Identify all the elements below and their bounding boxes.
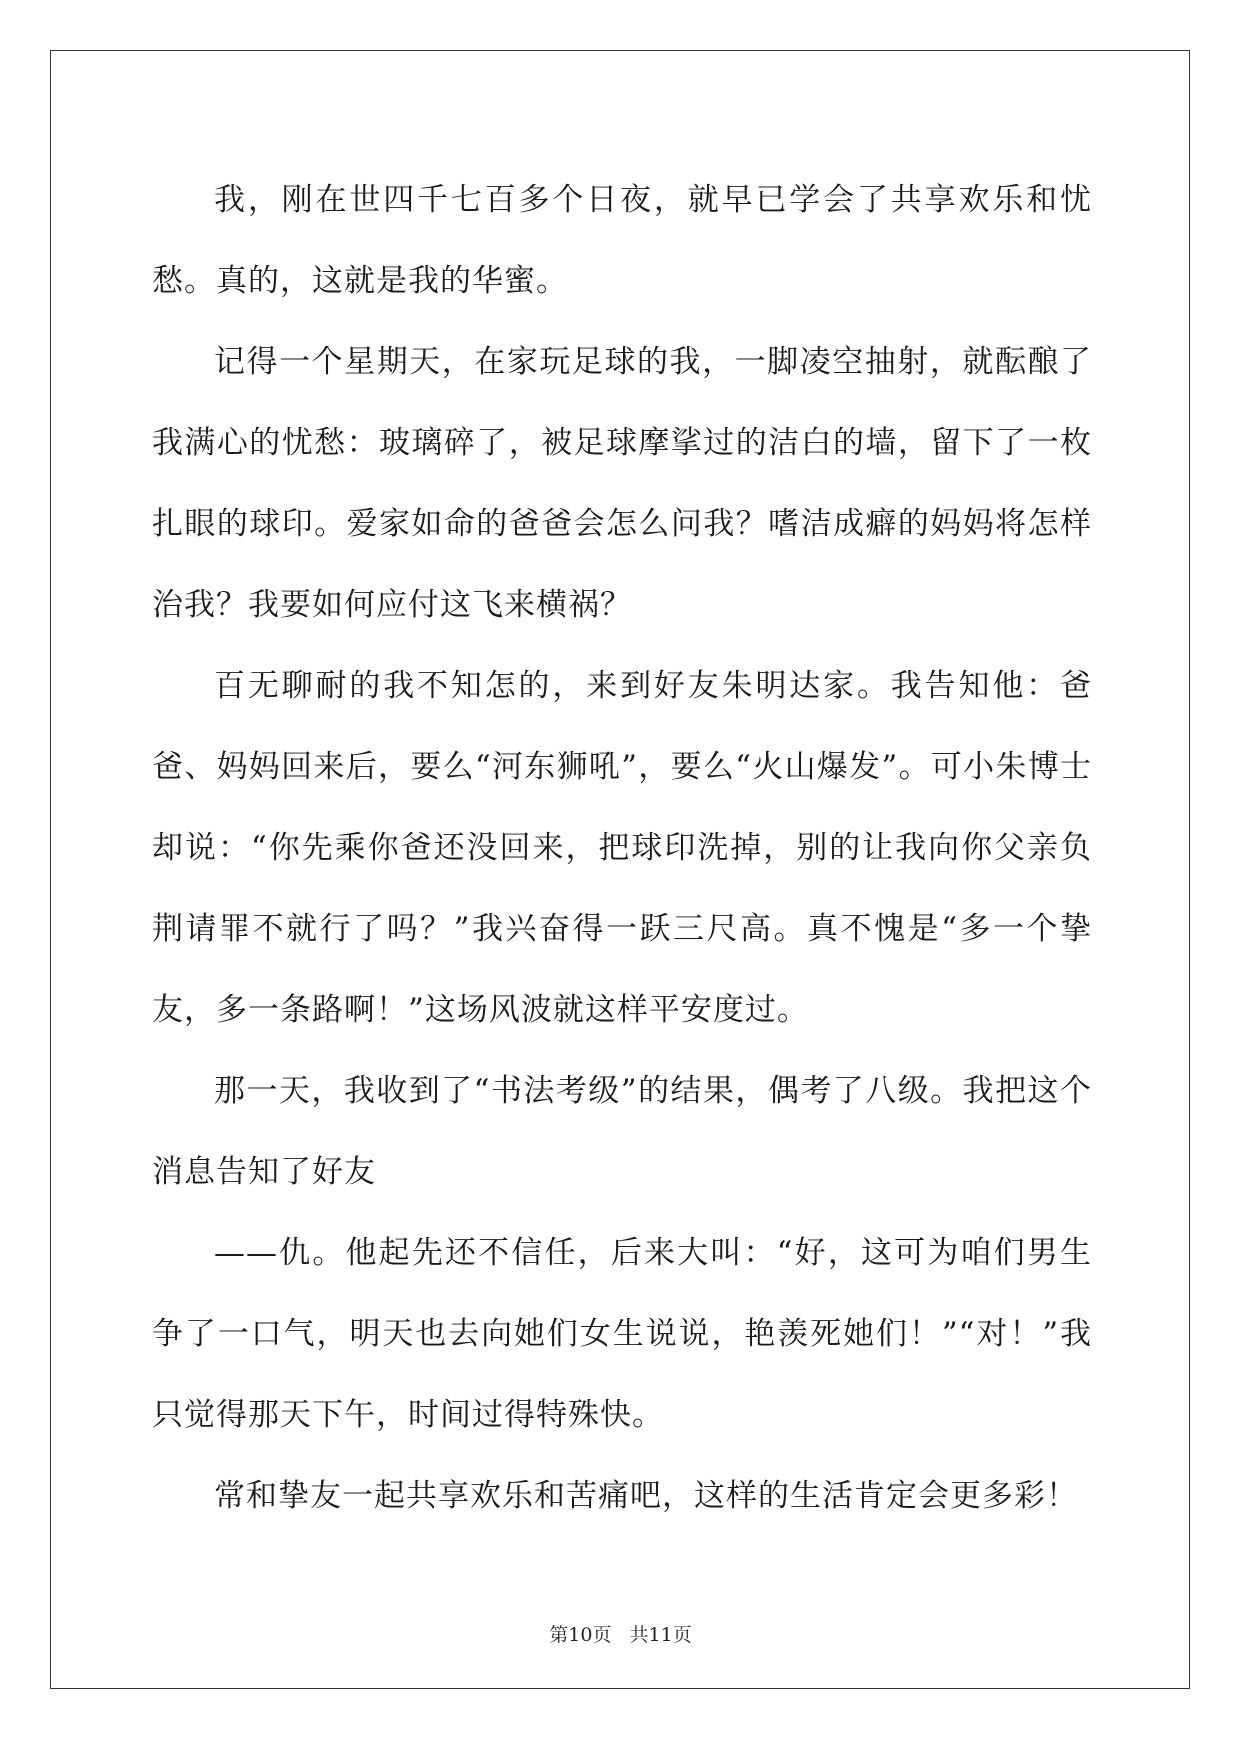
- paragraph: 那一天，我收到了“书法考级”的结果，偶考了八级。我把这个消息告知了好友: [152, 1073, 1092, 1190]
- paragraph: 我，刚在世四千七百多个日夜，就早已学会了共享欢乐和忧愁。真的，这就是我的华蜜。: [152, 182, 1092, 299]
- paragraph: ——仇。他起先还不信任，后来大叫：“好，这可为咱们男生争了一口气，明天也去向她们女生说说，艳羡死她们！”“对！”我只觉得那天下午，时间过得特殊快。: [152, 1235, 1092, 1433]
- page-total: 共11页: [629, 1624, 692, 1646]
- paragraph: 百无聊耐的我不知怎的，来到好友朱明达家。我告知他：爸爸、妈妈回来后，要么“河东狮吼”，要么“火山爆发”。可小朱博士却说：“你先乘你爸还没回来，把球印洗掉，别的让我向你父亲负荆请罪不就行了吗？”我兴奋得一跃三尺高。真不愧是“多一个挚友，多一条路啊！”这场风波就这样平安度过。: [152, 668, 1092, 1028]
- page-footer: [0, 1620, 1241, 1647]
- page-number: 第10页: [549, 1624, 612, 1646]
- paragraph: 记得一个星期天，在家玩足球的我，一脚凌空抽射，就酝酿了我满心的忧愁：玻璃碎了，被足球摩挲过的洁白的墙，留下了一枚扎眼的球印。爱家如命的爸爸会怎么问我？嗜洁成癖的妈妈将怎样治我？我要如何应付这飞来横祸？: [152, 344, 1092, 623]
- document-body: [152, 160, 1092, 1537]
- paragraph: 常和挚友一起共享欢乐和苦痛吧，这样的生活肯定会更多彩！: [214, 1478, 1078, 1514]
